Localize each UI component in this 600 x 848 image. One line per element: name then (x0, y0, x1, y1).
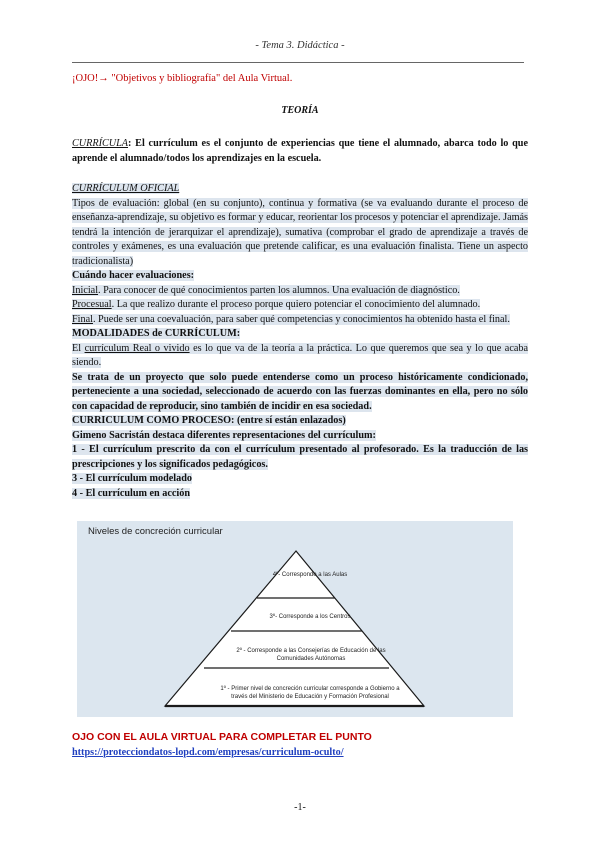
item-4: 4 - El currículum en acción (72, 487, 190, 499)
tipos-evaluacion-text: Tipos de evaluación: global (en su conjunto), continua y formativa (se va evaluando durante el proceso de enseñanza-aprendizaje, su objetivo es formar y educar, reorientar los procesos y potenciar el aprendizaje. Jamás tendrá la intención de jerarquizar el aprendizaje), sumativa (comprobar el grado de aprendizaje a través de controles y exámenes, es una evaluación que pretende calificar, es una evaluación finalista. Tiene un aspecto tradicionalista) (72, 197, 528, 267)
pyramid-level-2: 2º - Corresponde a las Consejerías de Educación de las Comunidades Autónomas (236, 648, 386, 662)
modalidades-heading: MODALIDADES de CURRÍCULUM: (72, 328, 241, 339)
pyramid-level-1: 1º - Primer nivel de concreción curricular corresponde a Gobierno a través del Ministerio de Educación y Formación Profesional (220, 686, 400, 700)
real-text: es lo que va de la teoría a la práctica. Lo que queremos que sea y lo que acaba siendo. (72, 342, 528, 368)
section-title: TEORÍA (281, 105, 319, 116)
final-text: . Puede ser una coevaluación, para saber qué competencias y conocimientos ha obtenido hasta el final. (92, 313, 510, 325)
inicial-text: . Para conocer de qué conocimientos parten los alumnos. Una evaluación de diagnóstico. (98, 284, 460, 296)
procesual-text: . La que realizo durante el proceso porque quiero potenciar el conocimiento del alumnado. (111, 299, 481, 310)
curriculum-oficial-section (72, 182, 528, 501)
curriculum-oculto-link[interactable]: https://protecciondatos-lopd.com/empresas/curriculum-oculto/ (72, 747, 344, 758)
page-number: -1- (294, 802, 306, 813)
gimeno-text: Gimeno Sacristán destaca diferentes representaciones del currículum: (72, 429, 376, 441)
item-3: 3 - El currículum modelado (72, 473, 192, 484)
pyramid-title: Niveles de concreción curricular (88, 526, 223, 537)
curricula-paragraph (72, 137, 528, 166)
procesual-label: Procesual (72, 299, 112, 310)
real-pre: El (72, 342, 85, 354)
curricula-label: CURRÍCULA (72, 138, 129, 149)
proceso-heading: CURRICULUM COMO PROCESO: (entre sí están enlazados) (72, 415, 346, 426)
real-label: currículum Real o vivido (84, 342, 190, 354)
pyramid-level-3: 3º- Corresponde a los Centros (269, 614, 351, 620)
curricula-text: : El currículum es el conjunto de experiencias que tiene el alumnado, abarca todo lo que aprende el alumnado/todos los aprendizajes en la escuela. (72, 138, 528, 164)
aula-virtual-note: OJO CON EL AULA VIRTUAL PARA COMPLETAR EL PUNTO (72, 731, 372, 743)
oficial-heading: CURRÍCULUM OFICIAL (72, 183, 180, 194)
cuando-heading: Cuándo hacer evaluaciones: (72, 270, 195, 281)
page-header: - Tema 3. Didáctica - (255, 40, 345, 51)
proyecto-text: Se trata de un proyecto que solo puede entenderse como un proceso históricamente condicionado, perteneciente a una sociedad, seleccionado de acuerdo con las fuerzas dominantes en ella, pero no sólo con capacidad de reproducir, sino también de incidir en esa sociedad. (72, 371, 528, 412)
pyramid-level-4: 4º- Corresponde a las Aulas (272, 572, 348, 578)
header-divider (72, 62, 524, 63)
final-label: Final (72, 313, 93, 325)
item-1: 1 - El currículum prescrito da con el currículum presentado al profesorado. Es la traducción de las prescripciones y los significados pedagógicos. (72, 444, 528, 470)
warning-note: ¡OJO!→ "Objetivos y bibliografía" del Aula Virtual. (72, 73, 293, 84)
inicial-label: Inicial (72, 284, 99, 296)
